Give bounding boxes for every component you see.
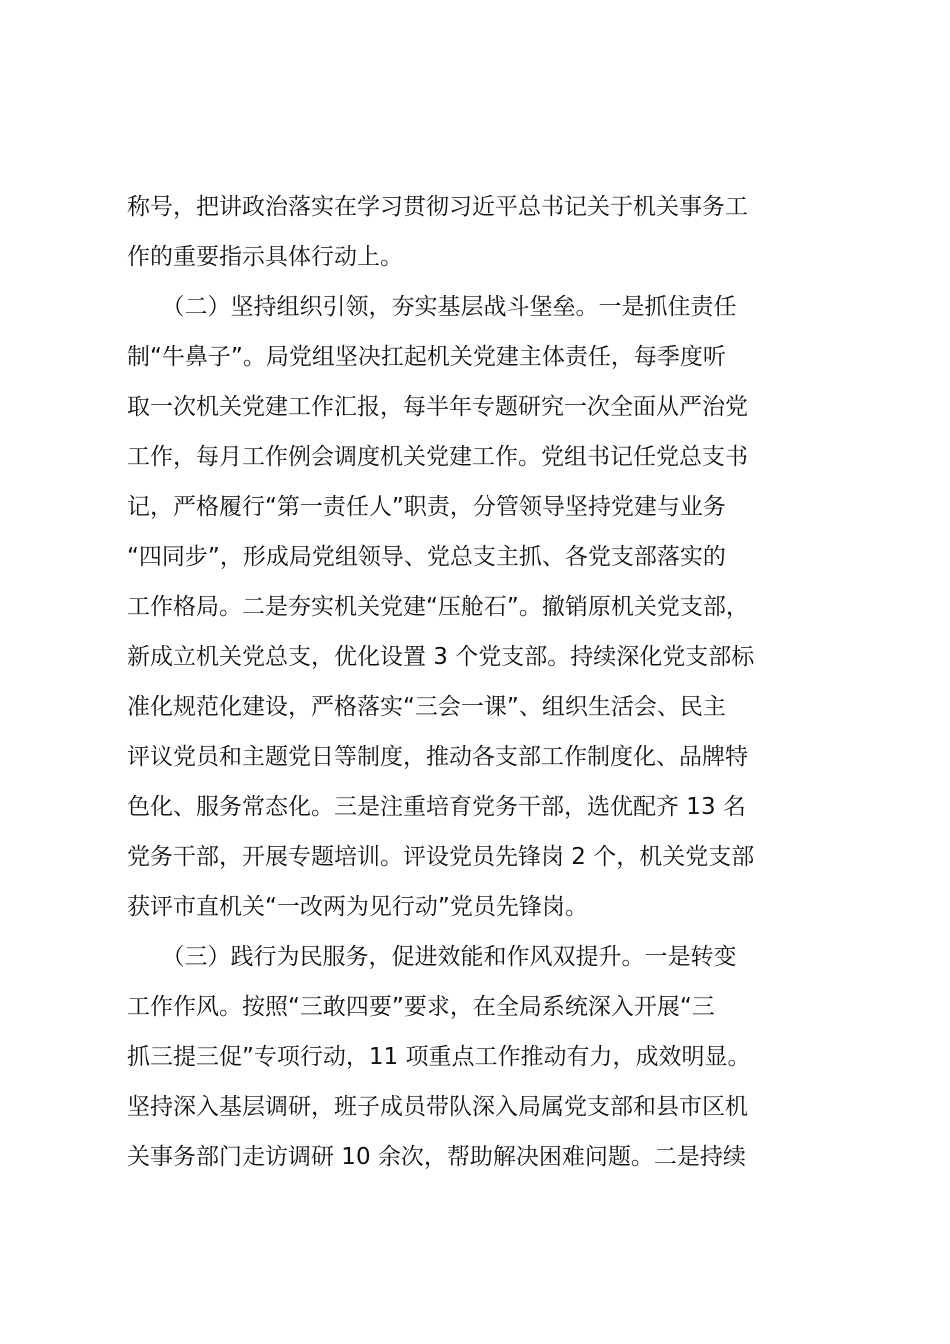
text-line: 工作，每月工作例会调度机关党建工作。党组书记任党总支书 <box>127 444 748 470</box>
text-line: 抓三提三促”专项行动，11 项重点工作推动有力，成效明显。 <box>127 1044 751 1070</box>
text-line: 关事务部门走访调研 10 余次，帮助解决困难问题。二是持续 <box>127 1144 746 1170</box>
text-line: 制“牛鼻子”。局党组坚决扛起机关党建主体责任，每季度听 <box>127 344 726 370</box>
text-line: 称号，把讲政治落实在学习贯彻习近平总书记关于机关事务工 <box>127 194 748 220</box>
text-line: 评议党员和主题党日等制度，推动各支部工作制度化、品牌特 <box>127 744 748 770</box>
text-line: “四同步”，形成局党组领导、党总支主抓、各党支部落实的 <box>127 544 726 570</box>
text-line: 准化规范化建设，严格落实“三会一课”、组织生活会、民主 <box>127 694 726 720</box>
body-text <box>127 182 867 1182</box>
text-line: 获评市直机关“一改两为见行动”党员先锋岗。 <box>127 894 588 920</box>
text-line: 色化、服务常态化。三是注重培育党务干部，选优配齐 13 名 <box>127 794 746 820</box>
text-line: （二）坚持组织引领，夯实基层战斗堡垒。一是抓住责任 <box>127 294 737 320</box>
text-line: 取一次机关党建工作汇报，每半年专题研究一次全面从严治党 <box>127 394 748 420</box>
text-line: （三）践行为民服务，促进效能和作风双提升。一是转变 <box>127 944 737 970</box>
text-line: 工作作风。按照“三敢四要”要求，在全局系统深入开展“三 <box>127 994 715 1020</box>
text-line: 记，严格履行“第一责任人”职责，分管领导坚持党建与业务 <box>127 494 726 520</box>
text-line: 党务干部，开展专题培训。评设党员先锋岗 2 个，机关党支部 <box>127 844 755 870</box>
text-line: 新成立机关党总支，优化设置 3 个党支部。持续深化党支部标 <box>127 644 755 670</box>
text-line: 坚持深入基层调研，班子成员带队深入局属党支部和县市区机 <box>127 1094 748 1120</box>
text-line: 作的重要指示具体行动上。 <box>127 244 403 270</box>
text-line: 工作格局。二是夯实机关党建“压舱石”。撤销原机关党支部， <box>127 594 749 620</box>
